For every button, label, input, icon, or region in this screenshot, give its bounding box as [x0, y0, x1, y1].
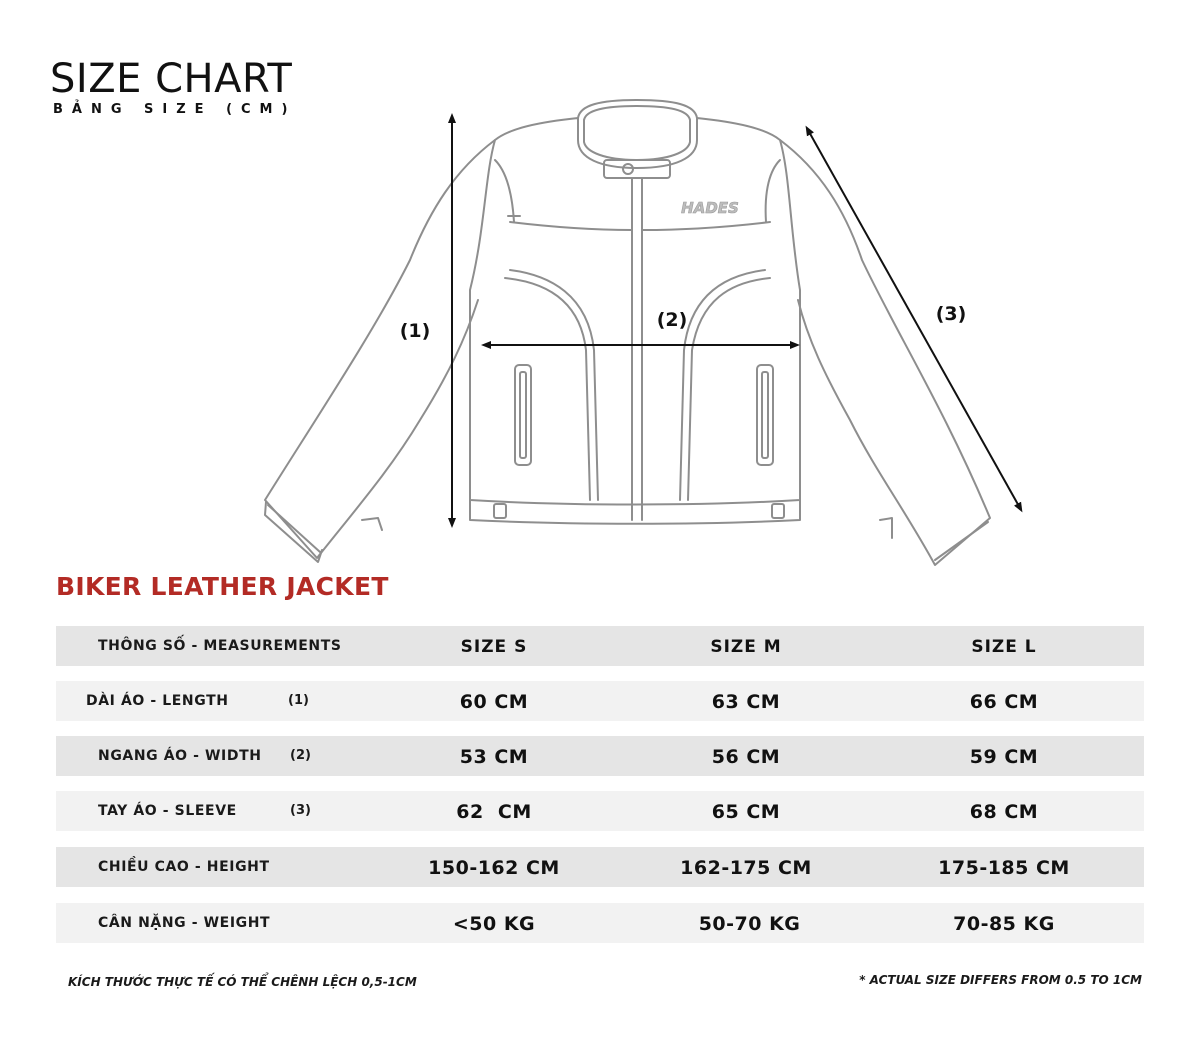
- cell-size-m: 56 CM: [711, 746, 781, 768]
- cell-size-s: <50 KG: [452, 913, 536, 935]
- table-row-width: [56, 736, 1144, 776]
- header-size-m: SIZE M: [710, 637, 782, 657]
- note-vietnamese: KÍCH THƯỚC THỰC TẾ CÓ THỂ CHÊNH LỆCH 0,5-1CM: [68, 975, 417, 989]
- cell-size-m: 50-70 KG: [691, 913, 801, 935]
- header-size-s: SIZE S: [460, 637, 528, 657]
- cell-size-m: 63 CM: [711, 691, 781, 713]
- cell-size-l: 59 CM: [969, 746, 1039, 768]
- page-subtitle: BẢNG SIZE (CM): [53, 102, 297, 117]
- row-label: DÀI ÁO - LENGTH: [86, 693, 229, 709]
- cell-size-s: 62 CM: [456, 801, 532, 823]
- page-title: SIZE CHART: [50, 56, 293, 102]
- cell-size-l: 68 CM: [969, 801, 1039, 823]
- row-code: (1): [288, 693, 309, 708]
- cell-size-s: 150-162 CM: [428, 857, 560, 879]
- table-row-sleeve: [56, 791, 1144, 831]
- cell-size-l: 175-185 CM: [938, 857, 1070, 879]
- cell-size-s: 60 CM: [459, 691, 529, 713]
- sleeve-arrow: [808, 130, 1020, 508]
- cell-size-m: 162-175 CM: [680, 857, 812, 879]
- row-code: (2): [290, 748, 311, 763]
- jacket-outline: [265, 100, 990, 565]
- row-label: TAY ÁO - SLEEVE: [98, 803, 237, 819]
- length-marker: (1): [399, 320, 431, 342]
- sleeve-marker: (3): [935, 303, 967, 325]
- width-marker: (2): [656, 309, 688, 331]
- row-code: (3): [290, 803, 311, 818]
- note-english: * ACTUAL SIZE DIFFERS FROM 0.5 TO 1CM: [859, 973, 1142, 987]
- product-name: BIKER LEATHER JACKET: [56, 572, 389, 601]
- table-row-weight: [56, 903, 1144, 943]
- cell-size-m: 65 CM: [711, 801, 781, 823]
- cell-size-l: 66 CM: [969, 691, 1039, 713]
- header-measurements: THÔNG SỐ - MEASUREMENTS: [98, 638, 342, 654]
- brand-label: HADES: [681, 199, 739, 217]
- header-size-l: SIZE L: [971, 637, 1037, 657]
- cell-size-s: 53 CM: [459, 746, 529, 768]
- table-row-height: [56, 847, 1144, 887]
- row-label: NGANG ÁO - WIDTH: [98, 748, 262, 764]
- table-header-row: [56, 626, 1144, 666]
- table-row-length: [56, 681, 1144, 721]
- row-label: CHIỀU CAO - HEIGHT: [98, 859, 270, 875]
- row-label: CÂN NẶNG - WEIGHT: [98, 915, 271, 931]
- cell-size-l: 70-85 KG: [953, 913, 1055, 935]
